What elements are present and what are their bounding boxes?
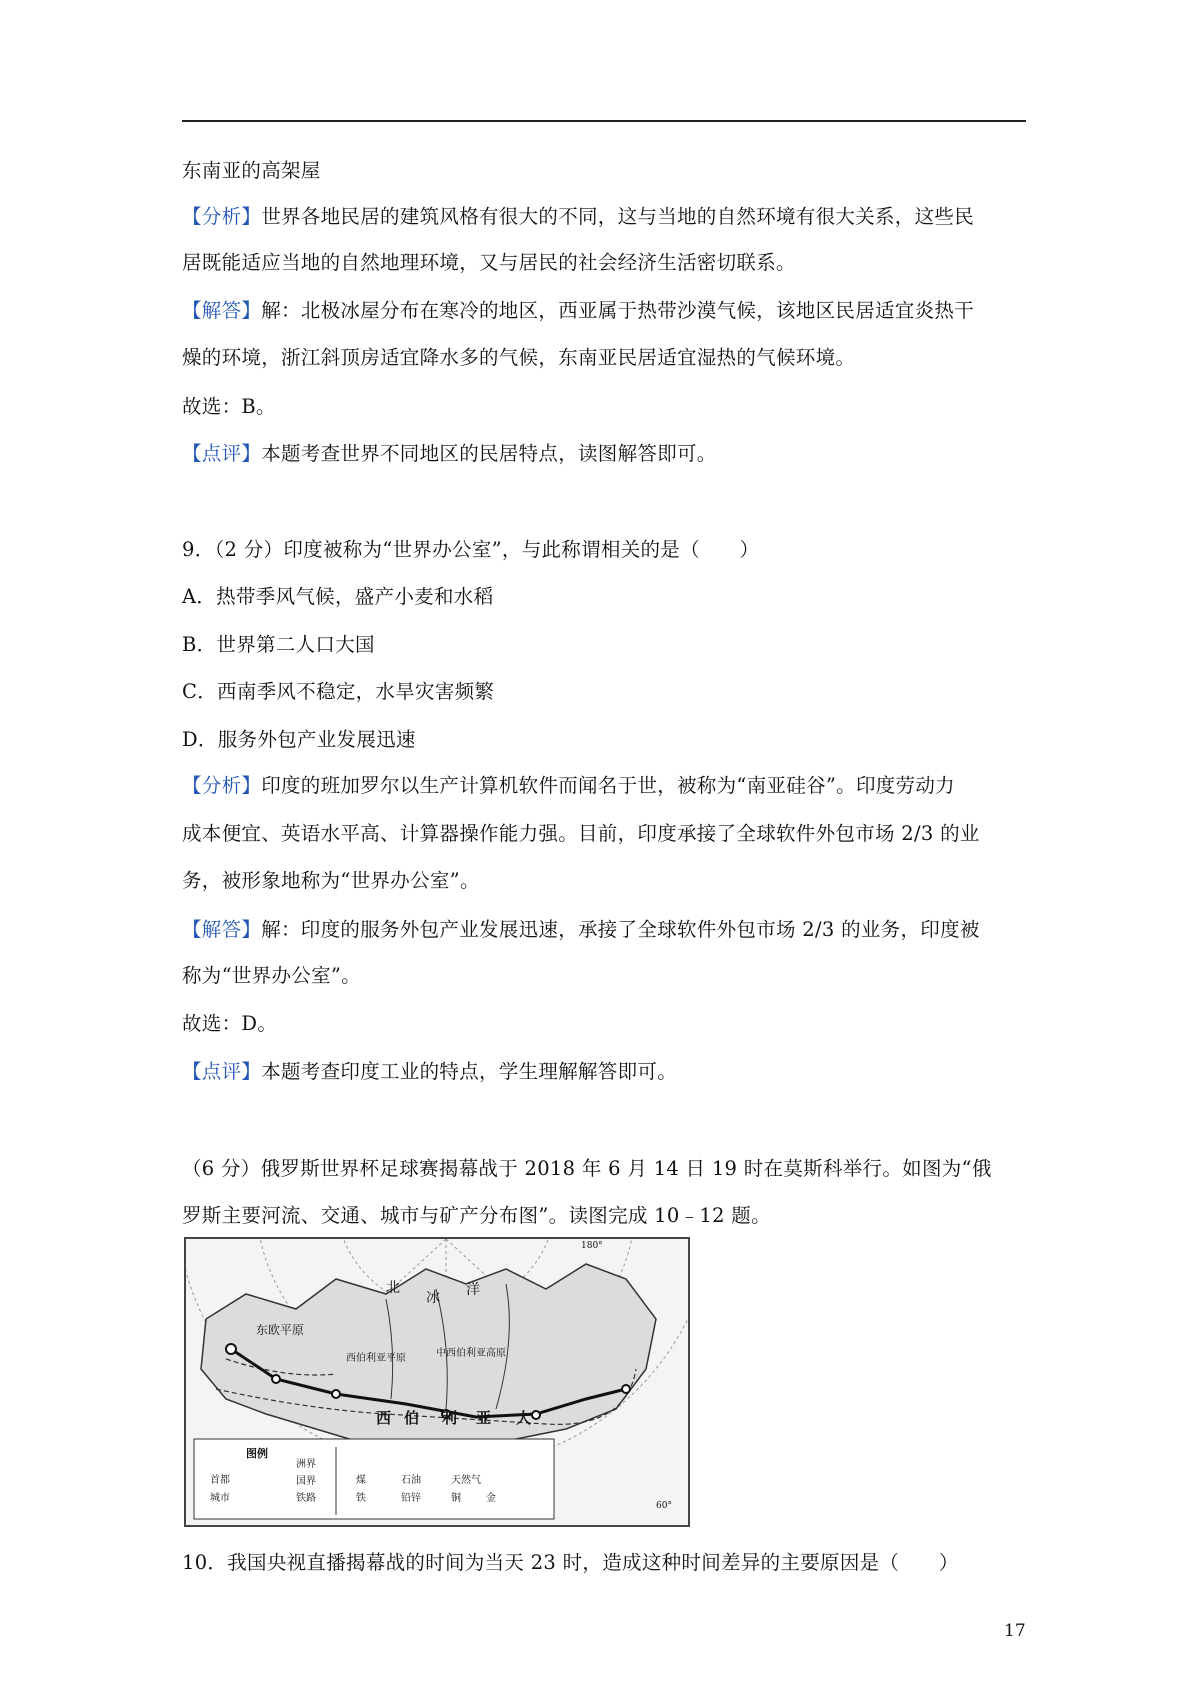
map-label: 伯 (404, 1409, 420, 1427)
text-line: （6 分）俄罗斯世界杯足球赛揭幕战于 2018 年 6 月 14 日 19 时在莫斯科举行。如图为“俄 (182, 1157, 992, 1180)
legend-item: 铅锌 (401, 1493, 421, 1504)
text-line: 罗斯主要河流、交通、城市与矿产分布图”。读图完成 10﹣12 题。 (182, 1204, 771, 1227)
question-10: 10．我国央视直播揭幕战的时间为当天 23 时，造成这种时间差异的主要原因是（ ） (182, 1551, 959, 1574)
legend-item: 城市 (210, 1493, 230, 1504)
legend-item: 国界 (296, 1476, 316, 1487)
text-line: 成本便宜、英语水平高、计算器操作能力强。目前，印度承接了全球软件外包市场 2/3 的业 (182, 822, 980, 845)
text-line: 【点评】本题考查世界不同地区的民居特点，读图解答即可。 (182, 442, 717, 465)
map-label: 洋 (466, 1282, 480, 1298)
map-label: 北 (386, 1280, 400, 1296)
map-label: 亚 (476, 1409, 492, 1427)
comment-tag: 【点评】 (182, 1060, 262, 1083)
text-line: 故选：B。 (182, 395, 276, 418)
option-c: C．西南季风不稳定，水旱灾害频繁 (182, 680, 495, 703)
analysis-tag: 【分析】 (182, 774, 262, 797)
map-label: 大 (516, 1409, 532, 1427)
question-9: 9．（2 分）印度被称为“世界办公室”，与此称谓相关的是（ ） (182, 538, 760, 561)
map-label: 西伯利亚平原 (346, 1353, 406, 1364)
text-line: 【分析】印度的班加罗尔以生产计算机软件而闻名于世，被称为“南亚硅谷”。印度劳动力 (182, 774, 955, 797)
option-a: A．热带季风气候，盛产小麦和水稻 (182, 585, 494, 608)
russia-map-figure (184, 1237, 690, 1527)
legend-item: 铁 (356, 1493, 366, 1504)
legend-item: 金 (486, 1493, 496, 1504)
answer-tag: 【解答】 (182, 299, 262, 322)
text-line: 燥的环境，浙江斜顶房适宜降水多的气候，东南亚民居适宜湿热的气候环境。 (182, 346, 856, 369)
legend-title: 图例 (246, 1447, 268, 1460)
text-line: 【分析】世界各地民居的建筑风格有很大的不同，这与当地的自然环境有很大关系，这些民 (182, 205, 975, 228)
answer-tag: 【解答】 (182, 918, 262, 941)
option-b: B．世界第二人口大国 (182, 633, 375, 656)
legend-item: 煤 (356, 1475, 366, 1486)
legend-item: 首都 (210, 1475, 230, 1486)
text-line: 【解答】解：北极冰屋分布在寒冷的地区，西亚属于热带沙漠气候，该地区民居适宜炎热干 (182, 299, 975, 322)
text-line: 【解答】解：印度的服务外包产业发展迅速，承接了全球软件外包市场 2/3 的业务，印度被 (182, 918, 980, 941)
map-label: 中西伯利亚高原 (436, 1348, 506, 1359)
option-d: D．服务外包产业发展迅速 (182, 728, 416, 751)
text-line: 居既能适应当地的自然地理环境，又与居民的社会经济生活密切联系。 (182, 251, 796, 274)
map-label: 冰 (426, 1290, 440, 1306)
legend-item: 铜 (451, 1493, 461, 1504)
text-line: 称为“世界办公室”。 (182, 964, 361, 987)
page-number: 17 (1004, 1621, 1026, 1641)
text-line: 东南亚的高架屋 (182, 159, 321, 182)
map-label: 西 (376, 1409, 392, 1427)
text-line: 【点评】本题考查印度工业的特点，学生理解解答即可。 (182, 1060, 678, 1083)
comment-tag: 【点评】 (182, 442, 262, 465)
text-line: 务，被形象地称为“世界办公室”。 (182, 869, 480, 892)
legend-item: 石油 (401, 1475, 421, 1486)
header-rule (182, 120, 1026, 122)
legend-item: 天然气 (451, 1475, 481, 1486)
map-label: 利 (442, 1409, 458, 1427)
legend-item: 铁路 (296, 1493, 316, 1504)
map-label: 东欧平原 (256, 1323, 305, 1337)
analysis-tag: 【分析】 (182, 205, 262, 228)
map-label: 60° (656, 1501, 672, 1511)
map-label: 180° (581, 1241, 603, 1251)
legend-item: 洲界 (296, 1459, 316, 1470)
text-line: 故选：D。 (182, 1012, 278, 1035)
